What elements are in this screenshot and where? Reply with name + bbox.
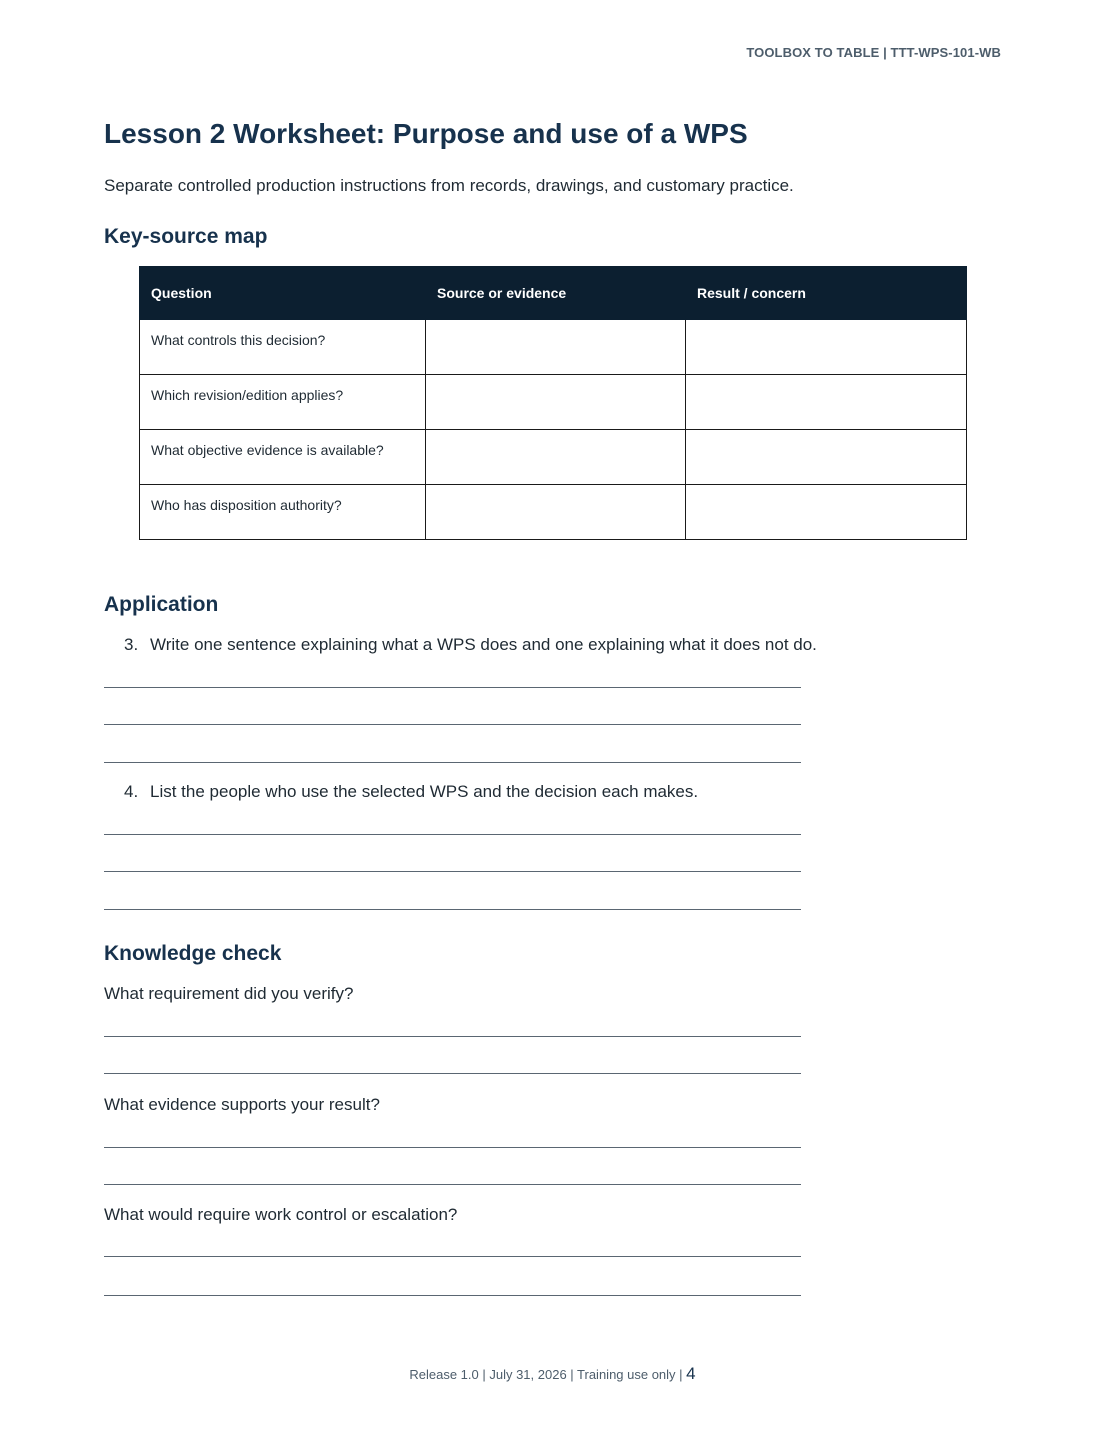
column-header-result: Result / concern xyxy=(686,267,967,320)
footer-text: Release 1.0 | July 31, 2026 | Training use only | xyxy=(409,1367,683,1382)
answer-line[interactable] xyxy=(104,1036,801,1037)
knowledge-question: What would require work control or escalation? xyxy=(104,1205,458,1224)
answer-line[interactable] xyxy=(104,871,801,872)
knowledge-check-heading: Knowledge check xyxy=(104,942,282,965)
page-number: 4 xyxy=(686,1364,696,1383)
answer-line[interactable] xyxy=(104,724,801,725)
answer-line[interactable] xyxy=(104,1256,801,1257)
table-row xyxy=(140,485,967,540)
answer-line[interactable] xyxy=(104,1184,801,1185)
page-footer xyxy=(0,1364,1105,1384)
column-header-source: Source or evidence xyxy=(426,267,686,320)
source-cell[interactable] xyxy=(426,375,686,430)
document-reference: TOOLBOX TO TABLE | TTT-WPS-101-WB xyxy=(746,45,1001,60)
page-title: Lesson 2 Worksheet: Purpose and use of a WPS xyxy=(104,118,748,149)
application-item-3 xyxy=(124,635,817,655)
intro-text: Separate controlled production instructions from records, drawings, and customary practice. xyxy=(104,176,794,195)
answer-line[interactable] xyxy=(104,1073,801,1074)
source-cell[interactable] xyxy=(426,430,686,485)
source-cell[interactable] xyxy=(426,485,686,540)
result-cell[interactable] xyxy=(686,430,967,485)
application-item-4 xyxy=(124,782,698,802)
answer-line[interactable] xyxy=(104,762,801,763)
result-cell[interactable] xyxy=(686,375,967,430)
question-cell: What controls this decision? xyxy=(140,320,426,375)
question-cell: Which revision/edition applies? xyxy=(140,375,426,430)
application-heading: Application xyxy=(104,593,219,616)
answer-line[interactable] xyxy=(104,687,801,688)
table-row xyxy=(140,320,967,375)
knowledge-question: What evidence supports your result? xyxy=(104,1095,380,1114)
key-source-map-table xyxy=(139,266,967,540)
knowledge-question: What requirement did you verify? xyxy=(104,984,354,1003)
result-cell[interactable] xyxy=(686,320,967,375)
key-source-map-heading: Key-source map xyxy=(104,225,268,248)
item-text: List the people who use the selected WPS and the decision each makes. xyxy=(150,782,699,801)
source-cell[interactable] xyxy=(426,320,686,375)
answer-line[interactable] xyxy=(104,1147,801,1148)
table-row xyxy=(140,430,967,485)
column-header-question: Question xyxy=(140,267,426,320)
result-cell[interactable] xyxy=(686,485,967,540)
answer-line[interactable] xyxy=(104,834,801,835)
question-cell: Who has disposition authority? xyxy=(140,485,426,540)
table-header-row xyxy=(140,267,967,320)
table-row xyxy=(140,375,967,430)
answer-line[interactable] xyxy=(104,1295,801,1296)
item-number: 3. xyxy=(124,635,139,654)
answer-line[interactable] xyxy=(104,909,801,910)
item-number: 4. xyxy=(124,782,139,801)
item-text: Write one sentence explaining what a WPS does and one explaining what it does not do. xyxy=(150,635,817,654)
question-cell: What objective evidence is available? xyxy=(140,430,426,485)
